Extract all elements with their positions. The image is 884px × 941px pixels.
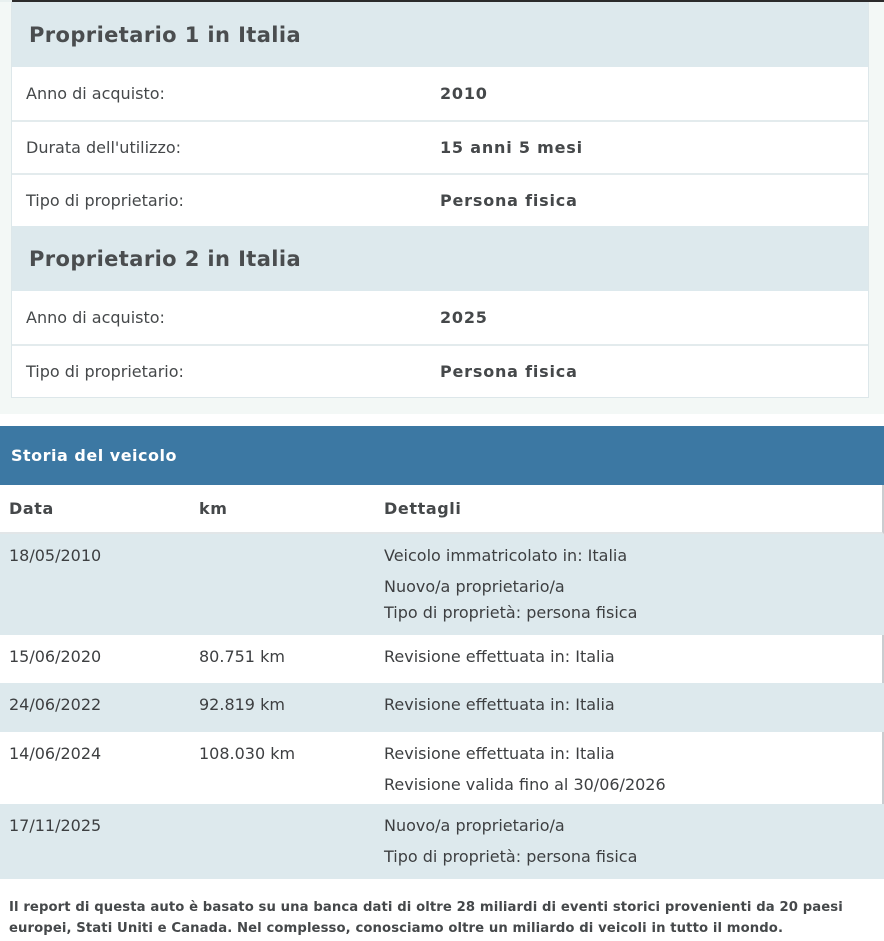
row-detail-line: Tipo di proprietà: persona fisica (384, 603, 638, 622)
field-label: Tipo di proprietario: (26, 191, 184, 210)
owners-section (0, 2, 884, 414)
table-header-row (0, 485, 884, 534)
column-header-km: km (199, 499, 228, 518)
row-detail-line: Revisione effettuata in: Italia (384, 695, 615, 714)
owner-1-row-duration (12, 120, 868, 173)
row-detail-line: Revisione valida fino al 30/06/2026 (384, 775, 666, 794)
column-header-details: Dettagli (384, 499, 462, 518)
column-header-date: Data (9, 499, 54, 518)
row-date: 18/05/2010 (9, 546, 102, 565)
field-label: Anno di acquisto: (26, 308, 165, 327)
row-date: 17/11/2025 (9, 816, 102, 835)
row-km: 92.819 km (199, 695, 285, 714)
row-date: 24/06/2022 (9, 695, 102, 714)
table-row (0, 534, 884, 635)
field-value: 15 anni 5 mesi (440, 138, 583, 157)
row-date: 15/06/2020 (9, 647, 102, 666)
field-value: 2010 (440, 84, 488, 103)
row-detail-line: Veicolo immatricolato in: Italia (384, 546, 628, 565)
table-row (0, 635, 884, 683)
row-detail-line: Revisione effettuata in: Italia (384, 744, 615, 763)
field-value: 2025 (440, 308, 488, 327)
field-label: Durata dell'utilizzo: (26, 138, 182, 157)
owner-1-details (12, 67, 868, 226)
history-table (0, 485, 884, 879)
owner-2-details (12, 291, 868, 397)
owner-1-title: Proprietario 1 in Italia (12, 2, 868, 67)
row-detail-line: Tipo di proprietà: persona fisica (384, 847, 638, 866)
owner-2-title: Proprietario 2 in Italia (12, 226, 868, 291)
owner-1-row-owner-type (12, 173, 868, 226)
field-value: Persona fisica (440, 191, 578, 210)
owner-1-row-purchase-year (12, 67, 868, 120)
row-detail-line: Nuovo/a proprietario/a (384, 816, 565, 835)
row-km: 80.751 km (199, 647, 285, 666)
row-date: 14/06/2024 (9, 744, 102, 763)
data-source-disclaimer: Il report di questa auto è basato su una banca dati di oltre 28 miliardi di eventi storici provenienti da 20 paesi europei, Stati Uniti e Canada. Nel complesso, conosciamo oltre un miliardo di veicoli in tutto il mondo. (9, 900, 843, 936)
history-section-title: Storia del veicolo (0, 426, 884, 485)
owner-2-row-owner-type (12, 344, 868, 397)
row-detail-line: Revisione effettuata in: Italia (384, 647, 615, 666)
row-detail-line: Nuovo/a proprietario/a (384, 577, 565, 596)
owner-2-row-purchase-year (12, 291, 868, 344)
table-row (0, 732, 884, 804)
row-km: 108.030 km (199, 744, 296, 763)
field-label: Anno di acquisto: (26, 84, 165, 103)
table-row (0, 804, 884, 879)
field-label: Tipo di proprietario: (26, 362, 184, 381)
owners-card (11, 2, 869, 398)
table-row (0, 683, 884, 732)
field-value: Persona fisica (440, 362, 578, 381)
